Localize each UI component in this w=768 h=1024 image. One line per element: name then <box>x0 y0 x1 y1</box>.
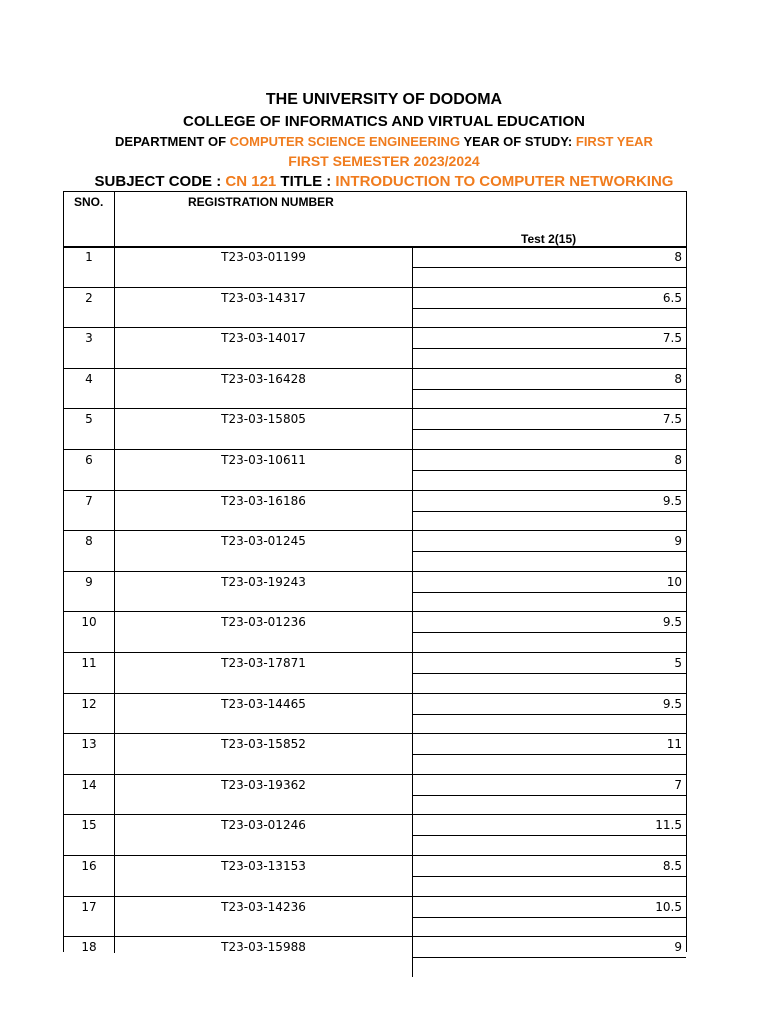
row-test-score: 9.5 <box>662 696 682 711</box>
row-registration-number: T23-03-01199 <box>221 250 306 264</box>
row-test-score: 10.5 <box>655 899 682 914</box>
row-sno: 8 <box>85 534 93 549</box>
semester-title: FIRST SEMESTER 2023/2024 <box>288 153 480 169</box>
score-cell-divider <box>412 511 686 512</box>
subject-code: CN 121 <box>225 173 277 190</box>
score-cell-divider <box>412 957 686 958</box>
row-bottom-rule <box>64 774 686 775</box>
row-test-score: 5 <box>674 656 682 670</box>
results-table <box>63 191 687 955</box>
score-cell-divider <box>412 429 686 430</box>
department-line <box>0 134 768 149</box>
score-cell-divider <box>412 714 686 715</box>
row-test-score: 8.5 <box>662 859 682 873</box>
row-sno: 6 <box>85 453 93 467</box>
row-registration-number: T23-03-16186 <box>221 493 306 508</box>
column-header-registration: REGISTRATION NUMBER <box>188 195 334 209</box>
row-registration-number: T23-03-15805 <box>221 412 306 427</box>
row-registration-number: T23-03-19243 <box>221 574 306 589</box>
department-prefix: DEPARTMENT OF <box>115 134 230 149</box>
row-registration-number: T23-03-14317 <box>221 290 306 305</box>
row-sno: 17 <box>81 899 97 914</box>
year-of-study: FIRST YEAR <box>575 134 653 149</box>
score-cell-divider <box>412 673 686 674</box>
row-registration-number: T23-03-10611 <box>221 453 306 467</box>
row-registration-number: T23-03-15988 <box>221 940 306 955</box>
row-test-score: 8 <box>674 371 682 386</box>
college-title: COLLEGE OF INFORMATICS AND VIRTUAL EDUCATION <box>183 113 585 130</box>
score-cell-divider <box>412 551 686 552</box>
column-header-sno: SNO. <box>74 195 104 209</box>
score-cell-divider <box>412 795 686 796</box>
row-test-score: 7.5 <box>662 412 682 427</box>
score-cell-divider <box>412 308 686 309</box>
row-sno: 12 <box>81 696 97 711</box>
score-cell-divider <box>412 835 686 836</box>
row-bottom-rule <box>64 693 686 694</box>
score-cell-divider <box>412 917 686 918</box>
row-sno: 1 <box>85 250 93 264</box>
header-bottom-rule <box>64 246 686 248</box>
score-cell-divider <box>412 470 686 471</box>
year-label: YEAR OF STUDY: <box>460 134 576 149</box>
score-cell-divider <box>412 389 686 390</box>
row-bottom-rule <box>64 449 686 450</box>
row-test-score: 11.5 <box>655 818 682 833</box>
row-bottom-rule <box>64 733 686 734</box>
row-bottom-rule <box>64 368 686 369</box>
row-registration-number: T23-03-01245 <box>221 534 306 549</box>
row-registration-number: T23-03-17871 <box>221 656 306 670</box>
row-registration-number: T23-03-13153 <box>221 859 306 873</box>
row-sno: 11 <box>81 656 97 670</box>
row-sno: 5 <box>85 412 93 427</box>
row-test-score: 8 <box>674 453 682 467</box>
score-cell-divider <box>412 754 686 755</box>
row-test-score: 7.5 <box>662 331 682 346</box>
row-test-score: 9.5 <box>662 493 682 508</box>
row-bottom-rule <box>64 530 686 531</box>
row-registration-number: T23-03-14236 <box>221 899 306 914</box>
row-bottom-rule <box>64 652 686 653</box>
row-bottom-rule <box>64 327 686 328</box>
row-sno: 7 <box>85 493 93 508</box>
row-test-score: 6.5 <box>662 290 682 305</box>
subject-title: INTRODUCTION TO COMPUTER NETWORKING <box>335 173 674 190</box>
row-test-score: 9.5 <box>662 615 682 630</box>
row-bottom-rule <box>64 287 686 288</box>
university-title: THE UNIVERSITY OF DODOMA <box>265 91 503 108</box>
row-registration-number: T23-03-01236 <box>221 615 306 630</box>
department-name: COMPUTER SCIENCE ENGINEERING <box>229 134 461 149</box>
row-sno: 14 <box>81 777 97 792</box>
row-bottom-rule <box>64 611 686 612</box>
row-registration-number: T23-03-01246 <box>221 818 306 833</box>
row-sno: 16 <box>81 859 97 873</box>
row-bottom-rule <box>64 896 686 897</box>
score-cell-divider <box>412 632 686 633</box>
row-registration-number: T23-03-19362 <box>221 777 306 792</box>
title-label: TITLE : <box>276 173 336 190</box>
score-cell-divider <box>412 267 686 268</box>
row-sno: 13 <box>81 737 97 752</box>
row-bottom-rule <box>64 936 686 937</box>
sno-column-divider <box>114 192 115 953</box>
row-bottom-rule <box>64 408 686 409</box>
row-bottom-rule <box>64 571 686 572</box>
score-cell-divider <box>412 592 686 593</box>
subject-line <box>0 173 768 190</box>
row-registration-number: T23-03-16428 <box>221 371 306 386</box>
row-bottom-rule <box>64 855 686 856</box>
row-bottom-rule <box>64 814 686 815</box>
row-registration-number: T23-03-15852 <box>221 737 306 752</box>
row-bottom-rule <box>64 490 686 491</box>
row-sno: 18 <box>81 940 97 955</box>
row-sno: 10 <box>81 615 97 630</box>
row-sno: 15 <box>81 818 97 833</box>
row-sno: 9 <box>85 574 93 589</box>
row-test-score: 10 <box>666 574 682 589</box>
row-registration-number: T23-03-14465 <box>221 696 306 711</box>
row-test-score: 7 <box>674 777 682 792</box>
row-test-score: 11 <box>666 737 682 752</box>
subject-code-label: SUBJECT CODE : <box>94 173 226 190</box>
row-test-score: 8 <box>674 250 682 264</box>
column-header-test: Test 2(15) <box>521 232 577 246</box>
score-cell-divider <box>412 876 686 877</box>
row-sno: 4 <box>85 371 93 386</box>
row-test-score: 9 <box>674 940 682 955</box>
score-cell-divider <box>412 348 686 349</box>
row-test-score: 9 <box>674 534 682 549</box>
row-sno: 2 <box>85 290 93 305</box>
row-registration-number: T23-03-14017 <box>221 331 306 346</box>
row-sno: 3 <box>85 331 93 346</box>
